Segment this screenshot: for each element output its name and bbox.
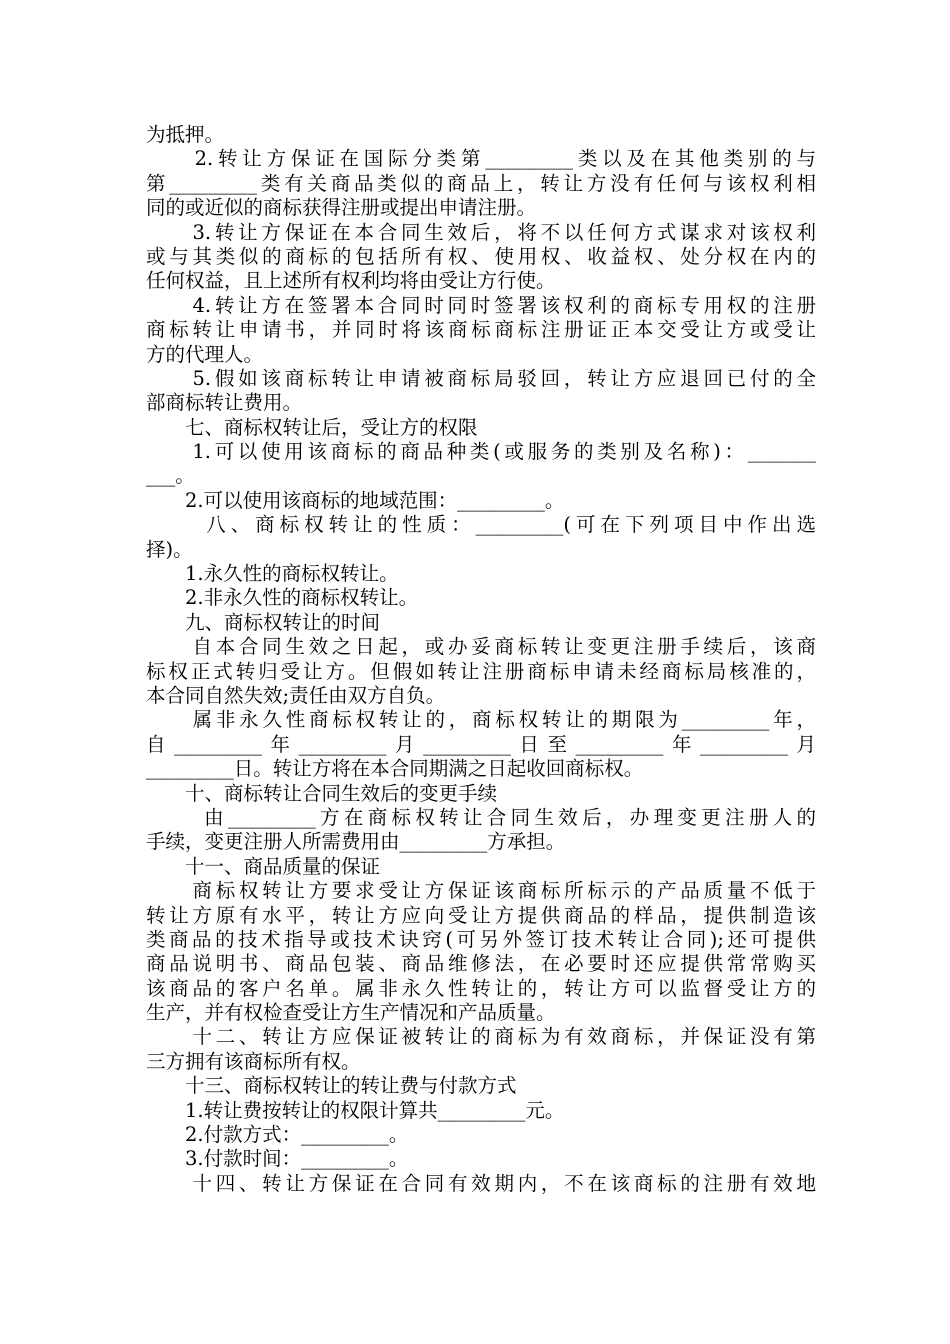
paragraph-line: 商标权转让方要求受让方保证该商标所标示的产品质量不低于	[146, 879, 816, 903]
paragraph-line: 手续，变更注册人所需费用由_________方承担。	[146, 830, 566, 854]
section-heading: 七、商标权转让后，受让方的权限	[146, 415, 478, 439]
paragraph-line: 同的或近似的商标获得注册或提出申请注册。	[146, 196, 537, 220]
paragraph-line: 生产，并有权检查受让方生产情况和产品质量。	[146, 1001, 556, 1025]
paragraph-line: 1.转让费按转让的权限计算共_________元。	[146, 1098, 565, 1122]
paragraph-line: ___。	[146, 464, 195, 488]
section-heading: 十、商标转让合同生效后的变更手续	[146, 781, 498, 805]
paragraph-line: 2.付款方式：_________。	[146, 1123, 409, 1147]
paragraph-line: 商品说明书、商品包装、商品维修法，在必要时还应提供常常购买	[146, 952, 816, 976]
section-heading: 八、商标权转让的性质：_________(可在下列项目中作出选	[146, 513, 816, 537]
paragraph-line: 商标转让申请书，并同时将该商标商标注册证正本交受让方或受让	[146, 318, 816, 342]
paragraph-line: 1.永久性的商标权转让。	[146, 562, 399, 586]
paragraph-line: 第_________类有关商品类似的商品上，转让方没有任何与该权利相	[146, 171, 816, 195]
paragraph-line: 1.可以使用该商标的商品种类(或服务的类别及名称)：_______	[146, 440, 816, 464]
paragraph-line: 类商品的技术指导或技术诀窍(可另外签订技术转让合同);还可提供	[146, 927, 816, 951]
paragraph-line: 2.可以使用该商标的地域范围：_________。	[146, 488, 565, 512]
paragraph-line: 自本合同生效之日起，或办妥商标转让变更注册手续后，该商	[146, 635, 816, 659]
section-heading: 十二、转让方应保证被转让的商标为有效商标，并保证没有第	[146, 1025, 816, 1049]
paragraph-line: 转让方原有水平，转让方应向受让方提供商品的样品，提供制造该	[146, 903, 816, 927]
paragraph-line: 部商标转让费用。	[146, 391, 303, 415]
paragraph-line: 3.转让方保证在本合同生效后，将不以任何方式谋求对该权利	[146, 220, 816, 244]
paragraph-line: 5.假如该商标转让申请被商标局驳回，转让方应退回已付的全	[146, 366, 816, 390]
paragraph-line: 任何权益，且上述所有权利均将由受让方行使。	[146, 269, 556, 293]
paragraph-line: 择)。	[146, 537, 193, 561]
paragraph-line: 为抵押。	[146, 123, 225, 146]
paragraph-line: 本合同自然失效;责任由双方自负。	[146, 683, 446, 707]
paragraph-line: 该商品的客户名单。属非永久性转让的，转让方可以监督受让方的	[146, 976, 816, 1000]
paragraph-line: 2.非永久性的商标权转让。	[146, 586, 419, 610]
section-heading: 十一、商品质量的保证	[146, 854, 381, 878]
paragraph-line: 三方拥有该商标所有权。	[146, 1049, 361, 1073]
paragraph-line: 2.转让方保证在国际分类第_________类以及在其他类别的与	[146, 147, 816, 171]
document-body	[146, 123, 816, 1196]
section-heading: 十四、转让方保证在合同有效期内，不在该商标的注册有效地	[146, 1171, 816, 1195]
paragraph-line: 4.转让方在签署本合同时同时签署该权利的商标专用权的注册	[146, 293, 816, 317]
paragraph-line: _________日。转让方将在本合同期满之日起收回商标权。	[146, 757, 644, 781]
section-heading: 九、商标权转让的时间	[146, 610, 381, 634]
paragraph-line: 标权正式转归受让方。但假如转让注册商标申请未经商标局核准的，	[146, 659, 816, 683]
paragraph-line: 自_________年_________月_________日至_________年_________月	[146, 732, 817, 756]
paragraph-line: 或与其类似的商标的包括所有权、使用权、收益权、处分权在内的	[146, 244, 816, 268]
section-heading: 十三、商标权转让的转让费与付款方式	[146, 1074, 517, 1098]
paragraph-line: 由_________方在商标权转让合同生效后，办理变更注册人的	[146, 805, 816, 829]
paragraph-line: 方的代理人。	[146, 342, 264, 366]
paragraph-line: 属非永久性商标权转让的，商标权转让的期限为_________年，	[146, 708, 816, 732]
paragraph-line: 3.付款时间：_________。	[146, 1147, 409, 1171]
